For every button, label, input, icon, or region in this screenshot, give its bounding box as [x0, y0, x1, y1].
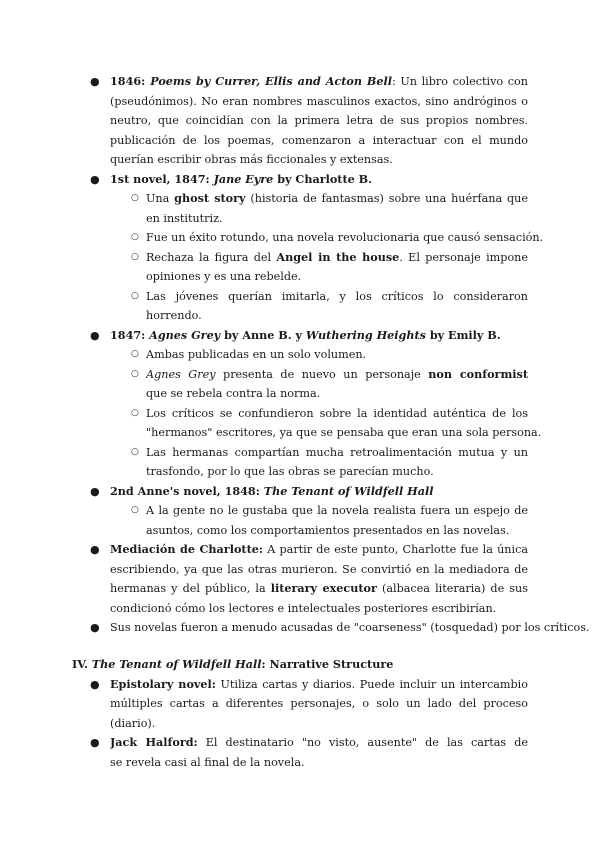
item-jane-eyre-heading: 1st novel, 1847: Jane Eyre by Charlotte B.	[110, 171, 373, 186]
circle-bullet-icon: ○	[131, 193, 139, 203]
item-mediacion-line-4: condicionó cómo los lectores e intelectuales posteriores escribirían.	[110, 601, 497, 615]
item-epistolary-line-3: (diario).	[110, 716, 156, 730]
item-tenant-heading: 2nd Anne's novel, 1848: The Tenant of Wildfell Hall	[110, 483, 434, 498]
section-heading: IV. The Tenant of Wildfell Hall: Narrative Structure	[72, 657, 394, 671]
sub-ghost-story-line-1: Una ghost story (historia de fantasmas) sobre una huérfana que	[146, 191, 528, 205]
sub-angel-line-2: opiniones y es una rebelde.	[146, 270, 302, 283]
bullet-icon: ●	[90, 484, 100, 498]
sub-hermanas-line-2: trasfondo, por lo que las obras se parecían mucho.	[146, 465, 434, 478]
item-1846-line-2: (pseudónimos). No eran nombres masculinos exactos, sino andróginos o	[110, 94, 528, 108]
circle-bullet-icon: ○	[131, 232, 139, 242]
sub-ghost-story-line-2: en institutriz.	[146, 211, 223, 225]
bullet-icon: ●	[90, 543, 100, 556]
item-epistolary-line-2: múltiples cartas a diferentes personajes, o solo un lado del proceso	[110, 697, 528, 710]
circle-bullet-icon: ○	[131, 349, 139, 359]
item-coarseness-line-1: Sus novelas fueron a menudo acusadas de "coarseness" (tosquedad) por los críticos.	[110, 621, 590, 634]
item-mediacion-line-1: Mediación de Charlotte: A partir de este punto, Charlotte fue la única	[110, 542, 528, 556]
sub-volumen-line-1: Ambas publicadas en un solo volumen.	[146, 348, 367, 361]
bullet-icon: ●	[90, 621, 100, 634]
sub-jovenes-line-1: Las jóvenes querían imitarla, y los críticos lo consideraron	[146, 289, 528, 303]
circle-bullet-icon: ○	[131, 368, 139, 379]
sub-exito-line-1: Fue un éxito rotundo, una novela revolucionaria que causó sensación.	[146, 231, 544, 244]
bullet-icon: ●	[90, 328, 100, 342]
item-1846-line-4: publicación de los poemas, comenzaron a interactuar con el mundo	[110, 133, 528, 147]
sub-gente-line-2: asuntos, como los comportamientos presentados en las novelas.	[146, 523, 510, 537]
bullet-icon: ●	[90, 75, 100, 88]
item-jack-halford-line-1: Jack Halford: El destinatario "no visto, ausente" de las cartas de	[110, 735, 528, 749]
circle-bullet-icon: ○	[131, 446, 139, 457]
bullet-icon: ●	[90, 736, 100, 749]
item-agnes-grey-heading: 1847: Agnes Grey by Anne B. y Wuthering Heights by Emily B.	[110, 327, 501, 342]
item-mediacion-line-2: escribiendo, ya que las otras murieron. Se convirtió en la mediadora de	[110, 562, 528, 576]
sub-non-conformist-line-1: Agnes Grey presenta de nuevo un personaje non conformist	[146, 366, 528, 381]
item-1846-line-1: 1846: Poems by Currer, Ellis and Acton Bell: Un libro colectivo con	[110, 74, 528, 88]
sub-criticos-line-1: Los críticos se confundieron sobre la identidad auténtica de los	[146, 406, 528, 420]
sub-jovenes-line-2: horrendo.	[146, 309, 202, 322]
item-epistolary-line-1: Epistolary novel: Utiliza cartas y diarios. Puede incluir un intercambio	[110, 676, 528, 691]
item-mediacion-line-3: hermanas y del público, la literary executor (albacea literaria) de sus	[110, 581, 528, 595]
item-1846-line-5: querían escribir obras más ficcionales y extensas.	[110, 153, 393, 166]
circle-bullet-icon: ○	[131, 505, 139, 515]
circle-bullet-icon: ○	[131, 407, 139, 418]
item-jack-halford-line-2: se revela casi al final de la novela.	[110, 755, 305, 769]
sub-gente-line-1: A la gente no le gustaba que la novela realista fuera un espejo de	[146, 504, 528, 517]
sub-criticos-line-2: "hermanos" escritores, ya que se pensaba que eran una sola persona.	[146, 426, 542, 439]
bullet-icon: ●	[90, 677, 100, 691]
circle-bullet-icon: ○	[131, 251, 139, 262]
sub-angel-line-1: Rechaza la figura del Angel in the house. El personaje impone	[146, 249, 528, 264]
sub-non-conformist-line-2: que se rebela contra la norma.	[146, 387, 321, 400]
item-1846-line-3: neutro, que coincidían con la primera letra de sus propios nombres.	[110, 114, 528, 127]
circle-bullet-icon: ○	[131, 290, 139, 301]
sub-hermanas-line-1: Las hermanas compartían mucha retroalimentación mutua y un	[146, 445, 528, 459]
bullet-icon: ●	[90, 172, 100, 186]
